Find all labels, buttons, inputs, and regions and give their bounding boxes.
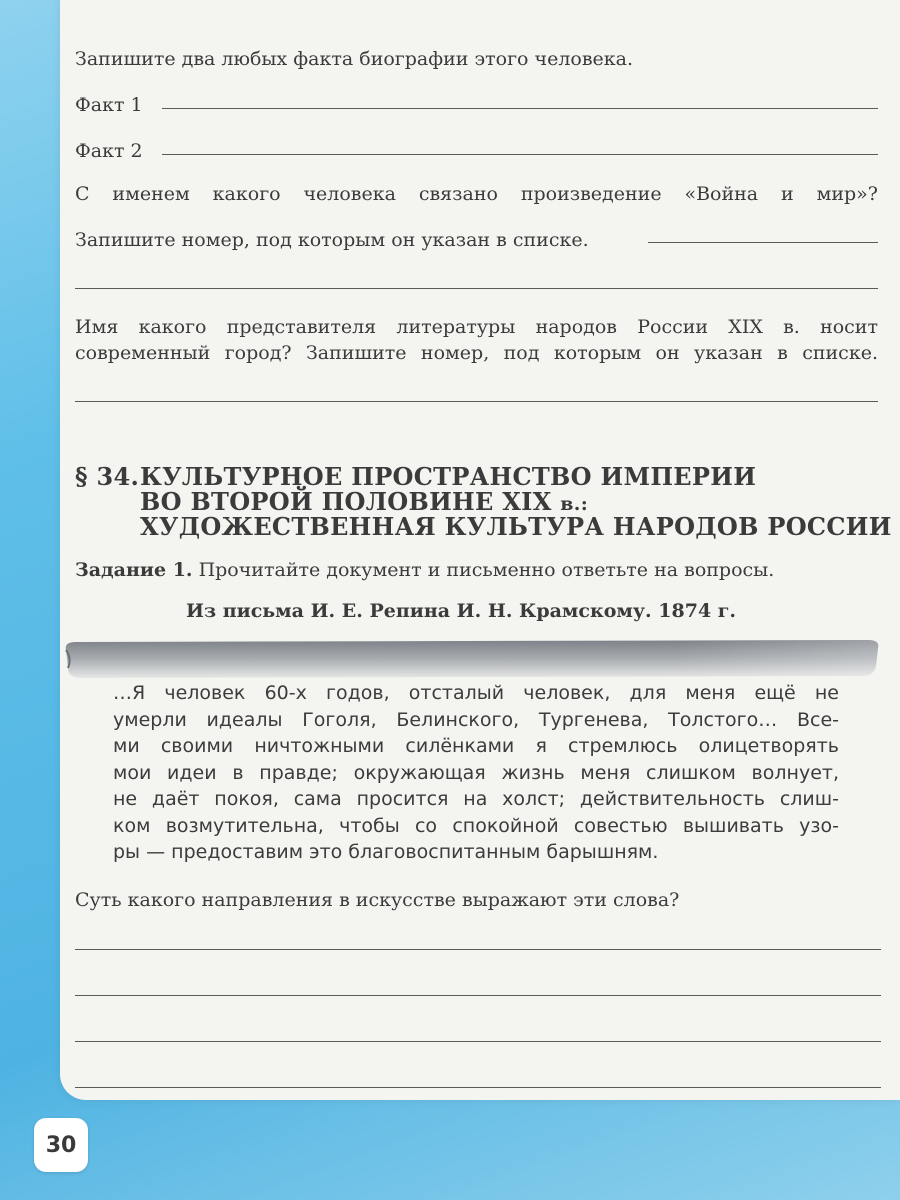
workbook-page <box>60 0 900 1100</box>
section-title-line2-suffix: в.: <box>560 493 589 515</box>
quote-line: мои идеи в правде; окружающая жизнь меня слишком волнует, <box>113 761 839 784</box>
document-banner <box>62 636 882 680</box>
fact-2-label: Факт 2 <box>75 140 143 162</box>
section-title-line2-main: ВО ВТОРОЙ ПОЛОВИНЕ XIX <box>140 487 552 516</box>
city-answer-line[interactable] <box>75 401 878 402</box>
question-city-name-line2: современный город? Запишите номер, под которым он указан в списке. <box>75 342 878 364</box>
question-war-and-peace: С именем какого человека связано произведение «Война и мир»? <box>75 183 878 205</box>
task-text: Прочитайте документ и письменно ответьте на вопросы. <box>198 559 775 581</box>
section-title-line1: КУЛЬТУРНОЕ ПРОСТРАНСТВО ИМПЕРИИ <box>140 462 757 491</box>
quote-line: ры — предоставим это благовоспитанным барышням. <box>113 841 659 863</box>
section-number: § 34. <box>75 462 140 491</box>
list-number-answer-line[interactable] <box>648 242 878 243</box>
answer-line-extra[interactable] <box>75 288 878 289</box>
answer-line[interactable] <box>75 949 881 950</box>
task-label: Задание 1. <box>75 559 193 581</box>
question-list-number: Запишите номер, под которым он указан в списке. <box>75 229 589 251</box>
document-source: Из письма И. Е. Репина И. Н. Крамскому. 1874 г. <box>186 600 737 622</box>
page-number: 30 <box>34 1118 88 1172</box>
question-biography-facts: Запишите два любых факта биографии этого человека. <box>75 48 634 70</box>
answer-line[interactable] <box>75 1041 881 1042</box>
quote-line: умерли идеалы Гоголя, Белинского, Тургенева, Толстого… Все- <box>113 708 839 731</box>
fact-1-answer-line[interactable] <box>162 108 878 109</box>
quote-line: не даёт покоя, сама просится на холст; действительность слиш- <box>113 788 839 810</box>
question-art-movement: Суть какого направления в искусстве выражают эти слова? <box>75 889 680 911</box>
document-quote <box>113 680 839 866</box>
section-title-line3: ХУДОЖЕСТВЕННАЯ КУЛЬТУРА НАРОДОВ РОССИИ <box>140 512 892 541</box>
quote-line: …Я человек 60-х годов, отсталый человек, для меня ещё не <box>113 682 839 704</box>
quote-line: ми своими ничтожными силёнками я стремлюсь олицетворять <box>113 735 839 757</box>
question-city-name-line1: Имя какого представителя литературы народов России XIX в. носит <box>75 316 878 338</box>
fact-2-answer-line[interactable] <box>162 154 878 155</box>
task-instruction <box>75 559 774 581</box>
fact-1-label: Факт 1 <box>75 94 143 116</box>
answer-line[interactable] <box>75 1087 881 1088</box>
quote-line: ком возмутительна, чтобы со спокойной совестью вышивать узо- <box>113 814 839 837</box>
answer-line[interactable] <box>75 995 881 996</box>
